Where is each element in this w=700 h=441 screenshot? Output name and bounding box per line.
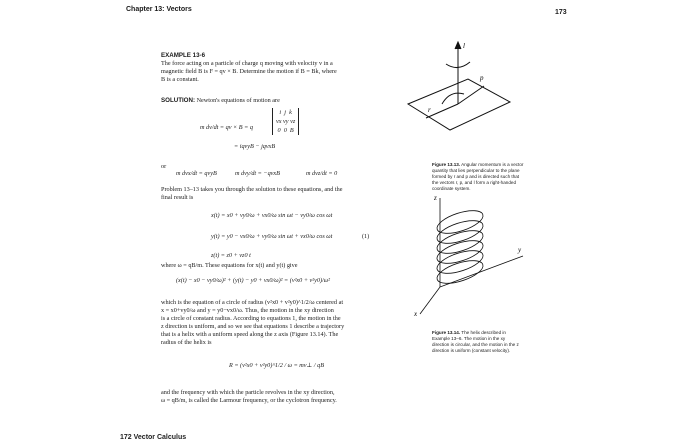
solution-z: z(t) = z0 + vz0 t: [211, 252, 251, 259]
intro-line: B is a constant.: [161, 76, 199, 83]
solution-label: SOLUTION:: [161, 97, 196, 104]
example-intro: [161, 60, 381, 84]
solution-intro: Newton's equations of motion are: [196, 97, 280, 104]
label-r: r: [428, 106, 431, 114]
angular-momentum-figure: [398, 34, 518, 144]
page-number: 173: [555, 9, 567, 16]
label-z: z: [434, 194, 437, 202]
eq2-y: m dvy/dt = −qvxB: [235, 170, 280, 177]
body-paragraph: which is the equation of a circle of radius (v²x0 + v²y0)^1/2/ω centered at x = x0+vy0/ω and y = y0−vx0/ω. Thus, the motion in the xy direction is a circle of constant radius. According to equations 1, the motion in the z direction is uniform, and so we see that equations 1 describe a trajectory that is a helix with a uniform speed along the z axis (Figure 13.14). The radius of the helix is: [161, 299, 345, 346]
label-x: x: [414, 310, 418, 318]
p-vector: [458, 86, 484, 104]
or-label: or: [161, 163, 167, 170]
label-y: y: [518, 246, 522, 254]
solution-line: [161, 97, 280, 105]
helix-figure: [398, 192, 528, 322]
figure-13-14-caption: Figure 13.14. The helix described in Example 13–6. The motion in the xy direction is circular, and the motion in the z direction is uniform (constant velocity).: [432, 330, 519, 353]
cross-product-matrix: i j k vx vy vz 0 0 B: [272, 108, 299, 135]
eq2-x: m dvx/dt = qvyB: [176, 170, 217, 177]
y-axis: [440, 256, 523, 287]
intro-line: The force acting on a particle of charge q moving with velocity v in a: [161, 60, 333, 67]
x-axis: [420, 287, 440, 314]
label-p: p: [480, 74, 484, 82]
next-page-header: 172 Vector Calculus: [120, 434, 187, 441]
figure-13-13-caption: Figure 13.13. Angular momentum is a vector quantity that lies perpendicular to the plane formed by r and p and is directed such that the vectors r, p, and l form a right-handed coordinate system.: [432, 162, 524, 191]
where-line: where ω = qB/m. These equations for x(t) and y(t) give: [161, 262, 298, 269]
eq1-lhs: m dv/dt = qv × B = q: [200, 124, 253, 131]
problem-text: Problem 13–13 takes you through the solution to these equations, and the final result is: [161, 186, 343, 201]
r-vector: [426, 104, 458, 118]
final-paragraph: and the frequency with which the particle revolves in the xy direction, ω = qB/m, is called the Larmour frequency, or the cyclotron frequency.: [161, 389, 337, 404]
eq1-rhs: = iqvyB − jqvxB: [234, 143, 276, 150]
intro-line: magnetic field B is F = qv × B. Determine the motion if B = Bk, where: [161, 68, 337, 75]
radius-equation: R = (v²x0 + v²y0)^1/2 / ω = mv⊥ / qB: [229, 362, 325, 369]
plane-shape: [408, 79, 510, 130]
running-header: Chapter 13: Vectors: [126, 6, 192, 13]
equation-number: (1): [362, 233, 370, 240]
label-l: l: [463, 42, 465, 50]
example-title: EXAMPLE 13-6: [161, 52, 206, 59]
circle-equation: (x(t) − x0 − vy0/ω)² + (y(t) − y0 + vx0/ω)² = (v²x0 + v²y0)/ω²: [176, 277, 330, 284]
solution-x: x(t) = x0 + vy0/ω + vx0/ω sin ωt − vy0/ω cos ωt: [211, 212, 333, 219]
eq2-z: m dvz/dt = 0: [306, 170, 338, 177]
solution-y: y(t) = y0 − vx0/ω + vy0/ω sin ωt + vx0/ω cos ωt: [211, 233, 333, 240]
